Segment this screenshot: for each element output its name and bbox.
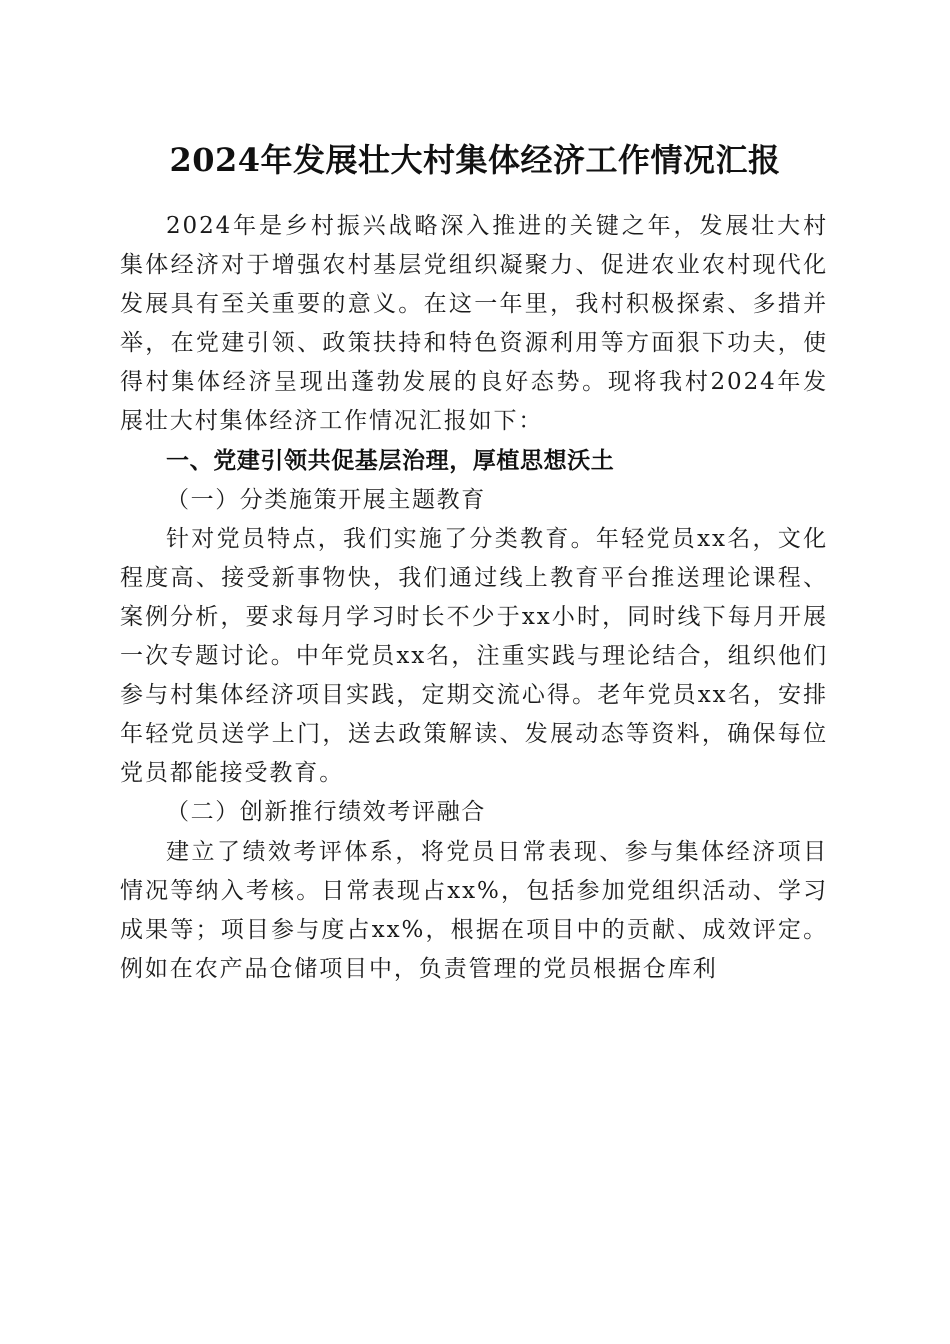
document-title: 2024年发展壮大村集体经济工作情况汇报 <box>169 141 781 179</box>
section-heading-1: 一、党建引领共促基层治理，厚植思想沃土 <box>166 447 615 474</box>
intro-paragraph: 2024年是乡村振兴战略深入推进的关键之年，发展壮大村集体经济对于增强农村基层党组织凝聚力、促进农业农村现代化发展具有至关重要的意义。在这一年里，我村积极探索、多措并举，在党建引领、政策扶持和特色资源利用等方面狠下功夫，使得村集体经济呈现出蓬勃发展的良好态势。现将我村2024年发展壮大村集体经济工作情况汇报如下： <box>120 213 828 435</box>
document-body <box>120 207 828 989</box>
subsection-heading-2: （二）创新推行绩效考评融合 <box>166 799 486 826</box>
subsection-heading-1: （一）分类施策开展主题教育 <box>166 486 486 513</box>
body-paragraph: 建立了绩效考评体系，将党员日常表现、参与集体经济项目情况等纳入考核。日常表现占xx%，包括参加党组织活动、学习成果等；项目参与度占xx%，根据在项目中的贡献、成效评定。例如在农产品仓储项目中，负责管理的党员根据仓库利 <box>120 838 828 982</box>
body-paragraph: 针对党员特点，我们实施了分类教育。年轻党员xx名，文化程度高、接受新事物快，我们通过线上教育平台推送理论课程、案例分析，要求每月学习时长不少于xx小时，同时线下每月开展一次专题讨论。中年党员xx名，注重实践与理论结合，组织他们参与村集体经济项目实践，定期交流心得。老年党员xx名，安排年轻党员送学上门，送去政策解读、发展动态等资料，确保每位党员都能接受教育。 <box>120 525 828 787</box>
